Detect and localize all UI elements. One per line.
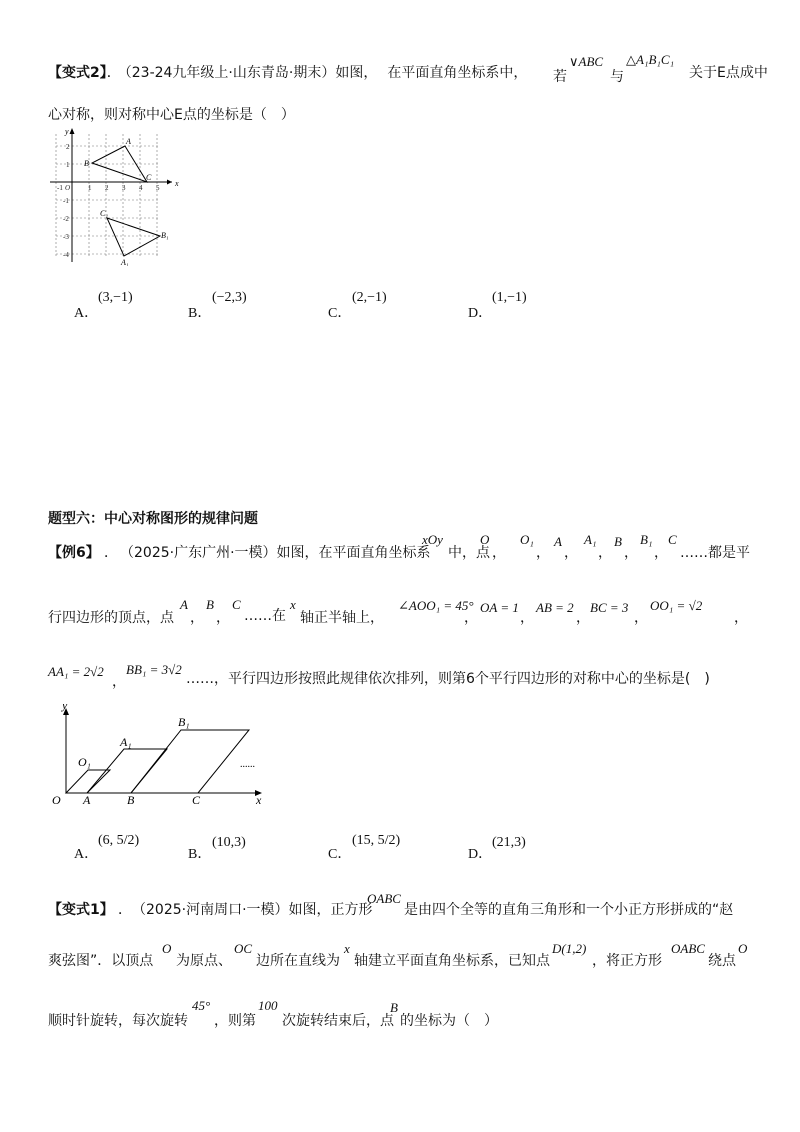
q2-line2c: 轴正半轴上， [300,610,384,626]
q3-line3b: ，则第 [214,1013,256,1029]
q3-line3c: 次旋转结束后，点 [282,1013,394,1029]
q1-option-b-value: (−2,3) [212,290,247,305]
q1-axis-y-label: y [65,127,69,136]
q2-graph-o1: O₁ [78,755,91,769]
q2-graph-x: x [256,793,262,807]
q1-dot: ． [106,65,121,81]
q1-xtick: 4 [139,184,143,192]
q2-graph-a: A [83,793,91,807]
q2-point-o: O [480,532,490,547]
q2-comma: ， [598,545,612,561]
q2-tag: 【例6】 [48,545,100,561]
q1-tag: 【变式2】 [48,65,107,81]
q2-line2a: 行四边形的顶点，点 [48,610,174,626]
q1-origin-label: O [65,184,71,192]
q1-xtick: -1 [57,184,63,192]
q2-angle: ∠AOO₁ = 45° [398,598,474,613]
q1-point-c: C [146,173,152,182]
q1-ytick: 1 [66,161,70,169]
q3-point-b: B [390,1000,398,1015]
q1-point-a: A [126,137,131,146]
q3-count: 100 [258,998,278,1013]
q1-line2: 心对称，则对称中心E点的坐标是（ ） [48,107,295,123]
q2-dot: ． [104,545,118,561]
q1-xtick: 1 [88,184,92,192]
q1-option-d-value: (1,−1) [492,290,527,305]
q1-ytick: -1 [63,197,69,205]
q2-graph-c: C [192,793,201,807]
q3-line2e: ，将正方形 [592,953,662,969]
q2-comma: ， [634,610,648,626]
q1-xtick: 5 [156,184,160,192]
q3-oc: OC [234,941,253,956]
q2-comma: ， [576,610,590,626]
q1-ytick: -4 [63,251,69,259]
q1-text1: 在平面直角坐标系中， [387,65,528,81]
q2-parallelogram-graph [50,704,280,808]
q2-graph-b1: B₁ [178,715,190,729]
q3-degree: 45° [192,998,211,1013]
q2-line3: ……，平行四边形按照此规律依次排列，则第6个平行四边形的对称中心的坐标是( ) [186,671,710,687]
q1-point-b1: B₁ [161,231,169,240]
q2-bc: BC = 3 [590,600,629,615]
q1-option-a-label: A． [74,306,99,321]
q1-option-a-value: (3,−1) [98,290,133,305]
q1-source: （23-24九年级上·山东青岛·期末）如图， [124,65,378,81]
q1-text2: 关于E点成中 [689,65,768,81]
q2-point-c: C [668,532,677,547]
q2-option-a-label: A． [74,847,99,862]
q2-parallelogram-3 [131,730,249,793]
q2-bb1: BB₁ = 3√2 [126,662,182,677]
q3-line2d: 轴建立平面直角坐标系，已知点 [354,953,550,969]
q2-oa: OA = 1 [480,600,519,615]
q2-aa1: AA₁ = 2√2 [48,664,104,679]
q2-line1c: ……都是平 [680,545,750,561]
q3-line2b: 为原点、 [176,953,232,969]
q2-point-a1: A₁ [584,532,597,547]
q2-line1a: （2025·广东广州·一模）如图，在平面直角坐标系 [120,545,431,561]
q2-option-d-label: D． [468,847,493,862]
q2-graph-b: B [127,793,135,807]
q3-line2c: 边所在直线为 [256,953,340,969]
q2-oo1: OO₁ = √2 [650,598,703,613]
q2-point-b: B [614,534,622,549]
q1-ytick: -2 [63,215,69,223]
q2-point-a: A [554,534,562,549]
q2-comma: ， [112,674,126,690]
q2-comma: ， [564,545,578,561]
q3-line3a: 顺时针旋转，每次旋转 [48,1013,188,1029]
q3-dot: ． [118,902,132,918]
q1-ruo: 若 [553,69,567,85]
q1-point-a1: A₁ [121,258,129,266]
q2-comma: ， [190,610,204,626]
section-title: 题型六：中心对称图形的规律问题 [48,511,258,527]
q2-comma: ， [536,545,550,561]
q1-ytick: -3 [63,233,69,241]
q2-ab: AB = 2 [536,600,574,615]
q2-option-c-label: C． [328,847,352,862]
q3-oabc: OABC [367,891,401,906]
q2-comma: ， [654,545,668,561]
q3-line1a: （2025·河南周口·一模）如图，正方形 [132,902,373,918]
q1-yu: 与 [610,69,624,85]
q3-oabc-2: OABC [671,941,705,956]
q2-option-b-label: B． [188,847,212,862]
q1-option-d-label: D． [468,306,493,321]
q3-line1b: 是由四个全等的直角三角形和一个小正方形拼成的“赵 [404,902,734,918]
q3-point-d: D(1,2) [552,941,587,956]
q1-option-b-label: B． [188,306,212,321]
q2-line1b: 中，点 [448,545,490,561]
q2-point-b1: B₁ [640,532,653,547]
q1-option-c-value: (2,−1) [352,290,387,305]
q2-option-d-value: (21,3) [492,835,526,850]
q2-comma: ， [734,610,748,626]
q1-point-b: B [84,159,89,168]
q1-option-c-label: C． [328,306,352,321]
q1-xtick: 3 [122,184,126,192]
q1-triangle-a1b1c1-shape [107,218,160,256]
q2-xoy: xOy [422,532,443,547]
q2-option-b-value: (10,3) [212,835,246,850]
q2-graph-y: y [62,704,68,712]
q2-point-o1: O₁ [520,532,534,547]
q2-point-b-2: B [206,597,214,612]
q3-o: O [162,941,172,956]
q1-axis-x-label: x [175,179,179,188]
q3-o-2: O [738,941,748,956]
q2-line2b: ……在 [244,608,286,624]
q2-comma: ， [464,610,478,626]
q2-parallelogram-2 [87,749,167,793]
q2-point-c-2: C [232,597,241,612]
q2-graph-a1: A₁ [120,735,132,749]
q3-x: x [344,941,350,956]
q2-graph-dots: ...... [240,759,255,770]
q1-triangle-a1b1c1: △A₁B₁C₁ [626,52,675,67]
q2-option-c-value: (15, 5/2) [352,833,401,848]
q2-x: x [290,597,296,612]
q3-line3d: 的坐标为（ ） [400,1013,498,1029]
q2-graph-o: O [52,793,61,807]
q2-option-a-value: (6, 5/2) [98,833,140,848]
q1-coordinate-graph [48,126,180,266]
q3-line2a: 爽弦图”．以顶点 [48,953,154,969]
q1-xtick: 2 [105,184,109,192]
q2-comma: ， [624,545,638,561]
q1-triangle-abc: ∨ABC [569,54,604,69]
q1-line1 [48,62,527,82]
q2-point-a-2: A [180,597,188,612]
q2-comma: ， [492,545,506,561]
q3-line2f: 绕点 [708,953,736,969]
q1-ytick: 2 [66,143,70,151]
q1-point-c1: C₁ [100,209,109,218]
q3-tag: 【变式1】 [48,902,114,918]
q2-comma: ， [520,610,534,626]
q2-comma: ， [216,610,230,626]
